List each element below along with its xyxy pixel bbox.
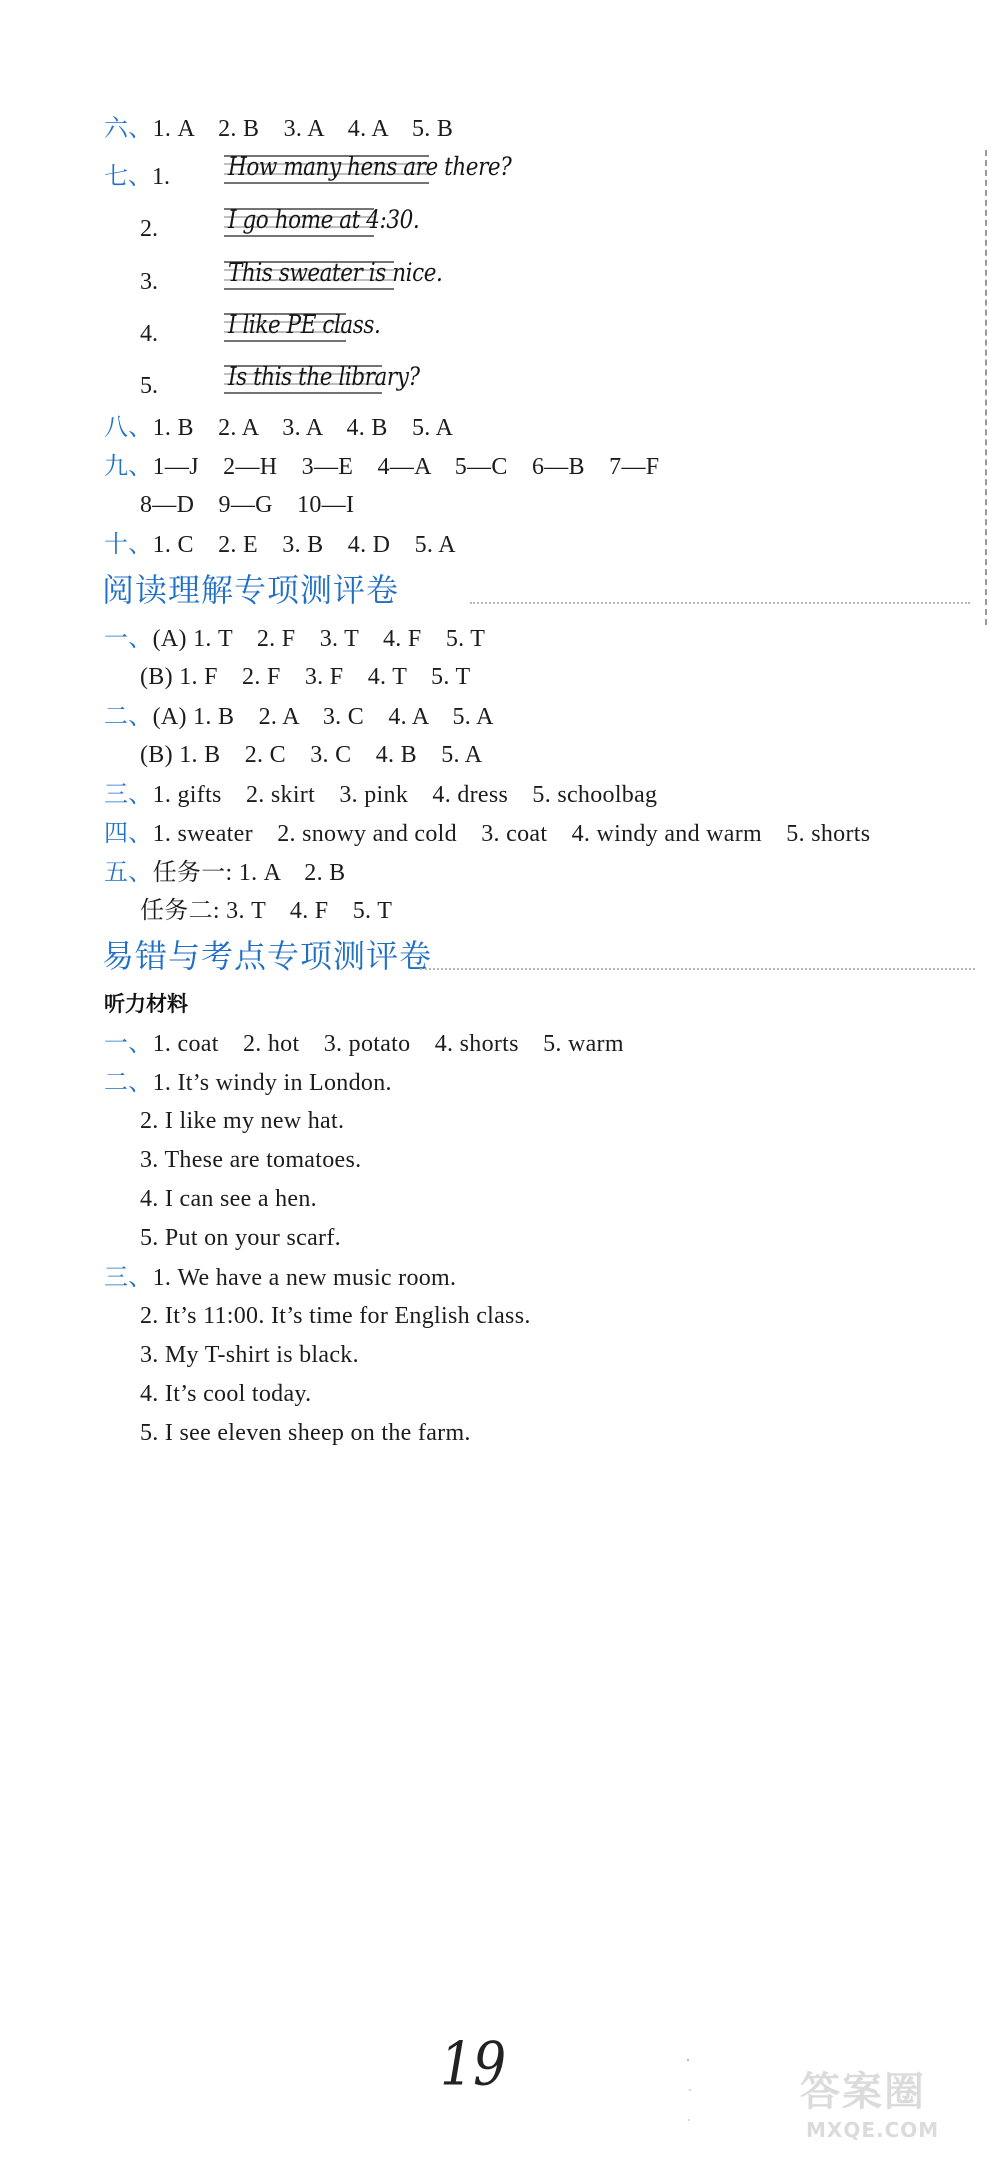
item-number: 5. [140,373,158,399]
answer-line-s1q5b [140,895,392,927]
answer-line-part10 [104,528,456,561]
answer-line-s2q2-2 [140,1105,344,1137]
answer-line-s1q1b [140,661,470,693]
item-number: 3. [140,269,158,295]
question-number: 十、 [104,530,153,558]
answer-text: 5. Put on your scarf. [140,1225,341,1251]
question-number: 七、 [104,162,152,190]
question-number: 三、 [104,780,153,808]
answer-line-s2q2-5 [140,1222,341,1254]
question-number: 一、 [104,1029,153,1057]
answer-text: 1. B 2. A 3. A 4. B 5. A [152,415,454,441]
page-number: 19 [440,2030,507,2100]
answer-line-s2q3-3 [140,1339,359,1371]
answer-text: 任务一: 1. A 2. B [152,860,346,886]
answer-text: 8—D 9—G 10—I [140,492,355,518]
handwritten-text: Is this the library? [228,362,420,391]
question-number: 八、 [104,413,153,441]
answer-text: (B) 1. B 2. C 3. C 4. B 5. A [140,742,483,768]
answer-line-part8 [104,411,453,444]
answer-line-s1q2b [140,739,482,771]
margin-dashed-line [985,150,987,625]
question-number: 一、 [104,624,153,652]
answer-text: 1—J 2—H 3—E 4—A 5—C 6—B 7—F [152,454,660,480]
answer-line-part6 [104,112,453,145]
question-number: 九、 [104,452,153,480]
handwritten-text: This sweater is nice. [228,258,443,287]
section-title-reading: 阅读理解专项测评卷 [102,571,400,609]
handwriting-row-3 [104,256,604,316]
listening-material-heading: 听力材料 [104,992,188,1016]
section-divider [470,602,970,604]
answer-text: 4. It’s cool today. [140,1381,312,1407]
answer-line-s2q2-1 [104,1066,392,1099]
handwriting-row-4 [104,308,604,368]
watermark-logo: 答案圈 [800,2069,926,2115]
answer-line-s2q3-4 [140,1378,311,1410]
answer-text: (B) 1. F 2. F 3. F 4. T 5. T [140,664,471,690]
answer-line-s1q2a [104,700,494,733]
answer-line-s1q1a [104,622,485,655]
answer-line-s2q2-3 [140,1144,361,1176]
handwritten-text: I like PE class. [228,310,381,339]
question-number: 六、 [104,114,153,142]
answer-text: 1. gifts 2. skirt 3. pink 4. dress 5. schoolbag [152,782,658,808]
watermark [800,2060,985,2155]
question-number: 三、 [104,1263,153,1291]
answer-text: (A) 1. T 2. F 3. T 4. F 5. T [152,626,486,652]
answer-line-s2q3-2 [140,1300,531,1332]
answer-text: 3. These are tomatoes. [140,1147,362,1173]
answer-text: 1. A 2. B 3. A 4. A 5. B [152,116,454,142]
answer-line-s2q3-1 [104,1261,456,1294]
answer-text: 1. C 2. E 3. B 4. D 5. A [152,532,456,558]
section-divider [420,968,975,970]
question-number: 二、 [104,702,153,730]
answer-text: 2. It’s 11:00. It’s time for English class. [140,1303,531,1329]
handwriting-row-1 [104,150,604,210]
handwriting-row-2 [104,203,604,263]
answer-line-part9 [104,450,659,483]
handwritten-text: I go home at 4:30. [228,205,420,234]
answer-line-s2q2-4 [140,1183,317,1215]
answer-text: 5. I see eleven sheep on the farm. [140,1420,471,1446]
answer-line-part9-cont [140,489,354,521]
item-number: 2. [140,216,158,242]
answer-line-s2q1 [104,1027,624,1060]
handwritten-text: How many hens are there? [228,152,512,181]
answer-text: 3. My T-shirt is black. [140,1342,359,1368]
question-number: 五、 [104,858,153,886]
question-number: 四、 [104,819,153,847]
answer-text: 1. coat 2. hot 3. potato 4. shorts 5. warm [152,1031,624,1057]
answer-line-s1q4 [104,817,870,850]
item-number: 4. [140,321,158,347]
scan-specks [680,2050,720,2130]
answer-text: 1. sweater 2. snowy and cold 3. coat 4. windy and warm 5. shorts [152,821,871,847]
answer-text: 1. We have a new music room. [152,1265,457,1291]
answer-line-s1q3 [104,778,657,811]
watermark-url: MXQE.COM [806,2118,940,2142]
answer-text: 任务二: 3. T 4. F 5. T [140,898,393,924]
item-number: 1. [152,164,170,190]
answer-text: 4. I can see a hen. [140,1186,317,1212]
question-number: 二、 [104,1068,153,1096]
answer-line-s2q3-5 [140,1417,471,1449]
answer-line-s1q5a [104,856,346,889]
answer-text: 2. I like my new hat. [140,1108,345,1134]
answer-text: (A) 1. B 2. A 3. C 4. A 5. A [152,704,494,730]
answer-text: 1. It’s windy in London. [152,1070,392,1096]
section-title-errors: 易错与考点专项测评卷 [102,937,433,975]
